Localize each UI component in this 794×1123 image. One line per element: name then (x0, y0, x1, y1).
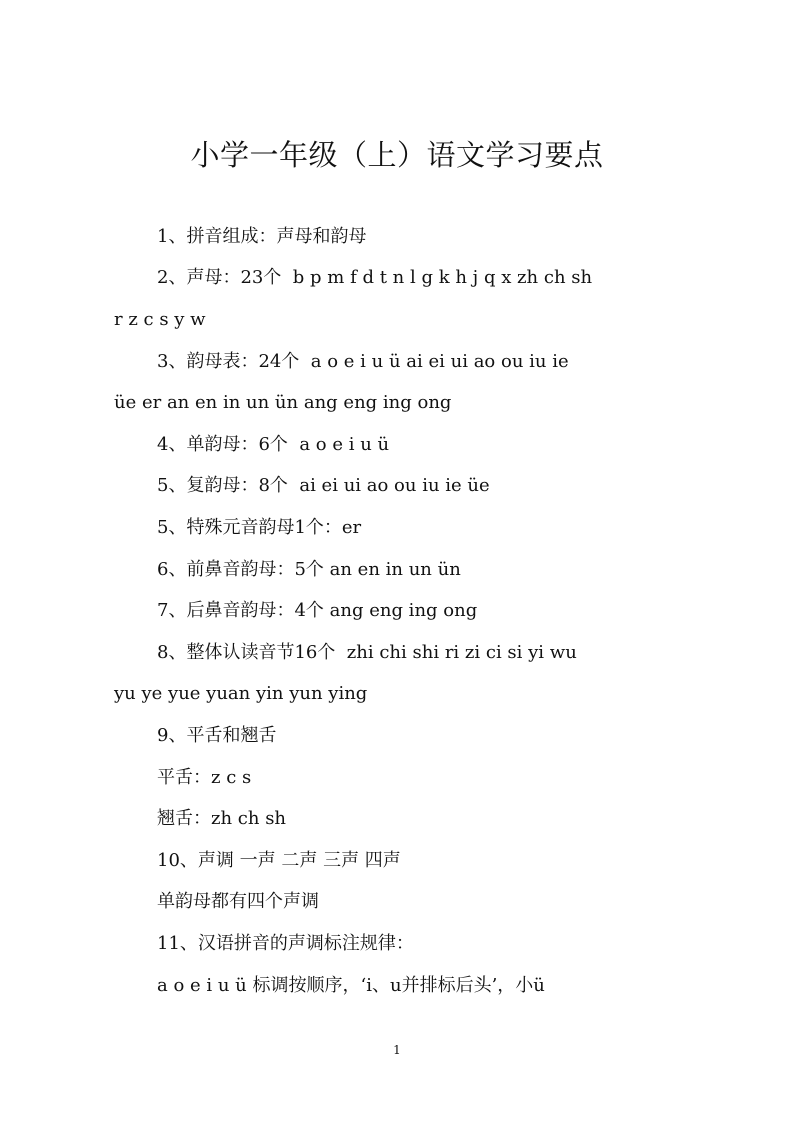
text-line-6: 6、前鼻音韵母：5个 an en in un ün (157, 559, 461, 580)
text-line-3-cont: üe er an en in un ün ang eng ing ong (114, 392, 452, 413)
document-title: 小学一年级（上）语文学习要点 (190, 138, 604, 172)
text-line-7: 7、后鼻音韵母：4个 ang eng ing ong (157, 600, 478, 621)
text-line-11: 11、汉语拼音的声调标注规律： (157, 933, 414, 954)
text-line-9: 9、平舌和翘舌 (157, 725, 277, 746)
text-line-9a: 平舌：z c s (157, 767, 252, 788)
text-line-3: 3、韵母表：24个 a o e i u ü ai ei ui ao ou iu ie (157, 351, 569, 372)
page-number: 1 (393, 1043, 401, 1057)
text-line-4: 4、单韵母：6个 a o e i u ü (157, 434, 390, 455)
text-line-5: 5、复韵母：8个 ai ei ui ao ou iu ie üe (157, 475, 490, 496)
text-line-10a: 单韵母都有四个声调 (157, 891, 319, 912)
text-line-8-cont: yu ye yue yuan yin yun ying (114, 683, 368, 704)
text-line-1: 1、拼音组成：声母和韵母 (157, 226, 367, 247)
text-line-11a: a o e i u ü 标调按顺序，‘i、u并排标后头’，小ü (157, 975, 545, 996)
text-line-2-cont: r z c s y w (114, 309, 206, 330)
text-line-8: 8、整体认读音节16个 zhi chi shi ri zi ci si yi wu (157, 642, 577, 663)
text-line-5b: 5、特殊元音韵母1个：er (157, 517, 362, 538)
text-line-2: 2、声母：23个 b p m f d t n l g k h j q x zh ch sh (157, 267, 593, 288)
text-line-10: 10、声调 一声 二声 三声 四声 (157, 850, 401, 871)
text-line-9b: 翘舌：zh ch sh (157, 808, 287, 829)
